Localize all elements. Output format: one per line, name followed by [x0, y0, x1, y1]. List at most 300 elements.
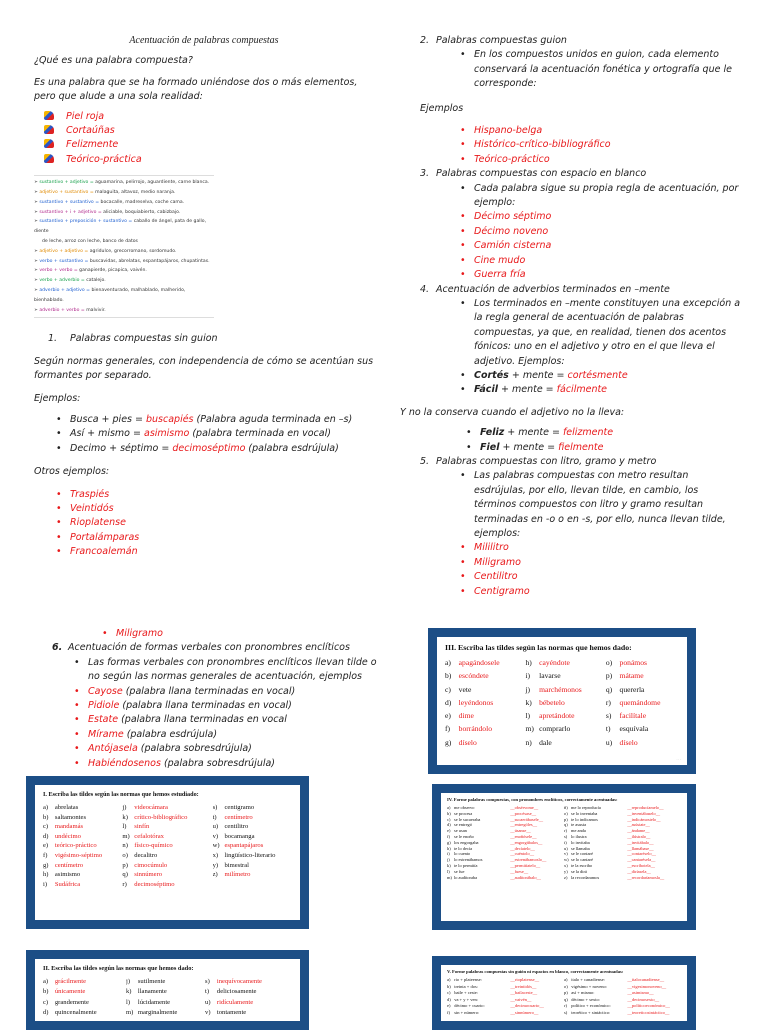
worksheet-item [564, 822, 681, 827]
item-answer: __bailaceste__ [510, 990, 538, 996]
item-letter: g) [445, 737, 452, 747]
item-word: videocámara [134, 804, 168, 811]
worksheet-item [205, 1009, 292, 1016]
worksheet-item [122, 814, 212, 821]
section-4-bullets [460, 297, 742, 369]
item-answer: __políticoeconómico__ [627, 1003, 670, 1009]
worksheet-item [525, 658, 605, 667]
item-letter: k) [525, 697, 532, 707]
worksheet-item [606, 724, 679, 733]
item-word: comprarlo [539, 724, 571, 734]
example-note: (palabra llana terminadas en vocal) [122, 685, 296, 697]
item-word: deliciosamente [216, 988, 257, 996]
section-1-number: 1. [48, 333, 58, 345]
section-5-example: • Centigramo [460, 585, 742, 599]
worksheet-item [43, 862, 122, 869]
item-word: apagándosele [458, 658, 500, 667]
item-answer: __úsanse__ [510, 828, 531, 834]
item-phrase: me observo [454, 805, 475, 810]
intro-example-text: Felizmente [66, 139, 119, 151]
worksheet-item [564, 1010, 681, 1015]
worksheet-item [122, 871, 212, 878]
example-adjective: Cortés [474, 369, 509, 381]
item-answer: __auditorábalo__ [510, 874, 541, 880]
section-6-example [74, 713, 382, 727]
item-word: abrelatas [54, 804, 79, 811]
item-letter: r) [564, 1003, 567, 1009]
worksheet-item [525, 711, 605, 720]
worksheet-item [445, 711, 525, 720]
item-letter: j) [122, 804, 127, 811]
compound-type-formula: adjetivo + sustantivo = [39, 190, 96, 196]
compound-types-graphic [34, 175, 214, 318]
item-letter: n) [122, 842, 128, 850]
worksheet-card-IV [432, 784, 696, 930]
worksheet-item [213, 823, 292, 830]
section-3-heading [402, 167, 742, 181]
item-letter: r) [564, 828, 567, 834]
arrow-icon: ➢ [34, 209, 40, 215]
item-answer: __contaréselo__ [627, 851, 656, 857]
example-word: fielmente [558, 441, 604, 453]
worksheet-card-I [26, 776, 309, 929]
item-word: undécimo [54, 832, 81, 840]
compound-type-row [34, 306, 214, 316]
arrow-icon: ➢ [34, 307, 40, 313]
section-6-text: • Las formas verbales con pronombres enclíticos llevan tilde o no según las normas generales de acentuación, ejemplos [74, 656, 382, 685]
example-note: (palabra sobresdrújula) [137, 743, 252, 755]
section-2-text: • En los compuestos unidos en guion, cada elemento conservará la acentuación fonética y ortografía que le corresponde: [460, 48, 742, 91]
compound-type-formula: adverbio + adjetivo = [39, 288, 92, 294]
item-answer: __sucaerábasele__ [510, 816, 544, 822]
item-answer: __escríbotela__ [627, 862, 655, 868]
compound-type-examples: agridulce, grecorromano, sordomudo. [89, 248, 177, 254]
example-formula: Decimo + séptimo = [70, 442, 173, 454]
item-phrase: décimo + cuarto: [454, 1003, 485, 1009]
section-2-heading [402, 34, 742, 48]
section-3-example: • Guerra fría [460, 268, 742, 282]
arrow-icon: ➢ [34, 288, 40, 294]
item-answer: __decimocuarto__ [510, 1003, 544, 1009]
item-letter: t) [212, 813, 217, 821]
section-2-example: • Histórico-crítico-bibliográfico [460, 138, 742, 152]
item-letter: b) [43, 988, 49, 996]
item-letter: p) [122, 861, 128, 869]
example-word: Pidiole [88, 700, 120, 712]
item-phrase: me lo reproducía [571, 805, 601, 810]
item-word: quincenalmente [54, 1008, 97, 1016]
worksheet-item [447, 817, 564, 822]
compound-type-examples: aguamarina, pelirrojo, aguardiente, carne blanca. [95, 180, 210, 186]
item-letter: f) [447, 833, 450, 839]
worksheet-item [447, 869, 564, 874]
ejemplos-label-2: Ejemplos [420, 102, 464, 114]
worksheet-item [213, 862, 292, 869]
worksheet-item [126, 978, 205, 985]
page-title: Acentuación de palabras compuestas [129, 35, 279, 46]
item-answer: __recordaríamosla__ [627, 874, 665, 880]
compound-type-formula: sustantivo + adjetivo = [39, 180, 96, 186]
item-word: sutilmente [137, 978, 166, 985]
worksheet-item [447, 997, 564, 1002]
item-word: cefalotórax [134, 832, 164, 840]
example-note: (palabra llana terminadas en vocal [118, 714, 287, 726]
section-3-example: • Décimo séptimo [460, 210, 742, 224]
worksheet-item [606, 698, 679, 707]
item-letter: u) [564, 845, 568, 851]
item-word: vete [458, 684, 472, 694]
arrow-icon: ➢ [34, 268, 40, 274]
section-3-number: 3. [420, 168, 430, 180]
compound-type-formula: sustantivo + i + adjetivo = [39, 209, 104, 215]
item-letter: m) [525, 724, 534, 734]
section-1-example [56, 427, 374, 441]
example-word: Habiéndosenos [88, 757, 161, 769]
page-1-left-column [34, 34, 374, 560]
worksheet-II-title: II. Escriba las tildes según las normas que hemos dado: [43, 965, 194, 972]
item-letter: l) [447, 868, 450, 874]
section-5-bullets [460, 469, 742, 541]
compound-type-row [34, 276, 214, 286]
section-5-examples [460, 541, 742, 599]
item-letter: m) [125, 1008, 134, 1016]
item-word: decimoséptimo [134, 880, 175, 888]
worksheet-item [606, 658, 679, 667]
item-phrase: se usan [454, 828, 467, 834]
worksheet-item [564, 1003, 681, 1008]
worksheet-item [447, 834, 564, 839]
item-word: lavarse [539, 671, 561, 681]
compound-type-examples: buscavidas, abrelatas, espantapájaros, chupatintas. [89, 258, 210, 264]
item-letter: k) [125, 988, 132, 996]
item-word: marginalmente [137, 1008, 178, 1016]
example-word: Estate [88, 714, 119, 726]
section-2-number: 2. [420, 35, 430, 46]
item-answer: __vaivén__ [510, 996, 532, 1002]
item-letter: w) [564, 857, 569, 863]
item-letter: t) [605, 724, 611, 734]
worksheet-item [564, 846, 681, 851]
section-6-title: Acentuación de formas verbales con pronombres enclíticos [68, 642, 350, 654]
definition-text: Es una palabra que se ha formado uniéndose dos o más elementos, pero que alude a una sola realidad: [34, 76, 358, 103]
item-phrase: te lo indicamos [571, 816, 598, 822]
worksheet-item [447, 1003, 564, 1008]
worksheet-item [445, 738, 525, 747]
section-5-number: 5. [420, 455, 430, 467]
section-5-heading [402, 455, 742, 469]
item-letter: o) [564, 983, 568, 989]
item-letter: g) [447, 839, 451, 845]
item-word: dime [458, 711, 474, 721]
section-6-heading [52, 641, 382, 655]
section-2-example: • Hispano-belga [460, 124, 742, 138]
worksheet-item [43, 881, 122, 888]
item-letter: c) [445, 684, 451, 694]
item-word: lúcidamente [137, 998, 171, 1006]
worksheet-item [564, 811, 681, 816]
item-word: únicamente [54, 988, 86, 996]
example-adjective: Fiel [480, 441, 500, 453]
compound-type-formula: adverbio + verbo = [39, 307, 87, 313]
worksheet-item [126, 999, 205, 1006]
arrow-icon: ➢ [34, 219, 40, 225]
worksheet-item [122, 833, 212, 840]
intro-example-item [44, 110, 374, 124]
item-letter: f) [447, 1009, 450, 1015]
compound-type-examples: de leche, arroz con leche, banco de datos [42, 239, 138, 245]
compound-type-row [34, 198, 214, 208]
compound-type-examples: malaguita, altavoz, medio naranja. [95, 190, 176, 196]
section-2-example: • Teórico-práctico [460, 153, 742, 167]
item-letter: s) [205, 978, 210, 985]
example-formula: + mente = [508, 369, 568, 381]
item-letter: u) [605, 737, 613, 747]
item-word: ridículamente [216, 998, 254, 1006]
item-letter: o) [605, 658, 613, 667]
item-letter: l) [122, 823, 127, 831]
section-4-note: Y no la conserva cuando el adjetivo no la lleva: [400, 406, 625, 418]
item-letter: e) [43, 842, 49, 850]
worksheet-item [525, 738, 605, 747]
item-letter: q) [122, 871, 128, 879]
worksheet-item [564, 840, 681, 845]
example-formula: + mente = [499, 441, 559, 453]
intro-examples-list [44, 110, 374, 168]
item-phrase: los engorgaba [454, 839, 479, 845]
worksheet-card-V [432, 956, 696, 1030]
worksheet-IV-grid [447, 805, 681, 880]
item-letter: p) [564, 990, 568, 996]
example-note: (Palabra aguda terminada en –s) [193, 414, 353, 426]
item-phrase: lo invitaba [571, 839, 590, 845]
example-note: (palabra terminada en vocal) [189, 428, 331, 440]
worksheet-II-grid [43, 978, 292, 1016]
item-phrase: la recordaramos [571, 874, 600, 880]
item-word: centímetro [54, 861, 84, 869]
item-phrase: así + mismo: [571, 990, 595, 996]
worksheet-item [213, 833, 292, 840]
item-letter: i) [525, 671, 531, 681]
item-answer: __diríasela__ [627, 868, 651, 874]
example-word: felizmente [562, 427, 614, 439]
section-2-title: Palabras compuestas guion [436, 35, 567, 46]
item-answer: __italocanadiense__ [627, 977, 665, 982]
item-letter: q) [564, 996, 568, 1002]
item-letter: d) [445, 697, 452, 707]
item-word: físico-químico [134, 842, 173, 850]
arrow-icon: ➢ [34, 278, 40, 284]
section-4-heading [402, 283, 742, 297]
section-1-title: Palabras compuestas sin guion [70, 333, 218, 345]
item-letter: h) [447, 845, 451, 851]
item-word: cayéndote [539, 658, 570, 667]
otros-example-item: • Rioplatense [56, 516, 374, 530]
otros-ejemplos-label: Otros ejemplos: [34, 466, 110, 478]
worksheet-IV-title: IV. Forme palabras compuestas, con pronombres enclíticos, correctamente acentuadas: [447, 797, 618, 802]
section-6-example [74, 742, 382, 756]
section-4-title: Acentuación de adverbios terminados en –mente [436, 283, 670, 295]
worksheet-item [447, 984, 564, 989]
item-answer: __cantarésela__ [627, 857, 656, 863]
compound-type-examples: malvivir. [86, 307, 106, 313]
item-phrase: lo auditoraba [454, 874, 478, 880]
section-4-number: 4. [420, 283, 430, 295]
item-answer: __vigesimonoveno__ [627, 983, 667, 989]
example-adjective: Feliz [480, 427, 505, 439]
item-word: tontamente [216, 1008, 247, 1016]
example-formula: + mente = [504, 427, 563, 439]
worksheet-III-grid [445, 658, 679, 747]
mente-example [460, 383, 742, 397]
otros-example-item: • Francoalemán [56, 545, 374, 559]
item-word: crítico-bibliográfico [134, 813, 188, 821]
worksheet-item [43, 1009, 126, 1016]
item-letter: d) [447, 996, 451, 1002]
item-word: mandamás [54, 823, 84, 831]
item-word: bimestral [224, 861, 250, 869]
worksheet-card-III [428, 628, 696, 774]
item-word: bocamanga [224, 832, 255, 840]
example-word: asimismo [144, 428, 190, 440]
item-word: facilítale [619, 711, 647, 721]
section-3-example: • Cine mudo [460, 254, 742, 268]
worksheet-item [447, 863, 564, 868]
worksheet-item [43, 842, 122, 849]
worksheet-item [122, 804, 212, 811]
item-letter: t) [205, 988, 210, 996]
worksheet-item [43, 833, 122, 840]
worksheet-item [447, 990, 564, 995]
item-word: apretándote [539, 711, 575, 721]
worksheet-item [445, 698, 525, 707]
worksheet-item [447, 840, 564, 845]
pointing-hand-icon [44, 111, 54, 120]
worksheet-item [564, 817, 681, 822]
item-letter: d) [43, 832, 49, 840]
worksheet-item [447, 851, 564, 856]
worksheet-item [606, 671, 679, 680]
example-note: (palabra esdrújula) [245, 442, 339, 454]
item-letter: n) [525, 737, 532, 747]
section-5-example: • Centilitro [460, 570, 742, 584]
intro-example-text: Cortaúñas [66, 125, 115, 137]
worksheet-item [43, 804, 122, 811]
section-5-text: • Las palabras compuestas con metro resultan esdrújulas, por ello, llevan tilde, en cambio, los términos compuestos con litro y gramo resultan terminadas en -o o en -s, por ello, nunca llevan tilde, ejemplos: [460, 469, 742, 541]
worksheet-item [564, 863, 681, 868]
worksheet-item [213, 881, 292, 888]
item-answer: __decimosexto__ [627, 996, 660, 1002]
worksheet-item [525, 698, 605, 707]
compound-type-formula: adjetivo + adjetivo = [39, 248, 90, 254]
item-letter: l) [525, 711, 531, 721]
compound-type-examples: catalejo. [86, 278, 106, 284]
item-word: grandemente [54, 998, 89, 1006]
compound-type-row [34, 286, 214, 306]
item-letter: r) [605, 697, 611, 707]
item-answer: __reproducíamelo__ [627, 805, 664, 810]
compound-type-row [34, 237, 214, 247]
item-letter: a) [43, 804, 49, 811]
worksheet-item [564, 977, 681, 982]
worksheet-item [564, 875, 681, 880]
item-letter: f) [445, 724, 451, 734]
worksheet-item [205, 999, 292, 1006]
example-note: (palabra llana terminadas en vocal) [119, 700, 292, 712]
item-letter: z) [212, 871, 218, 879]
item-word: Sudáfrica [54, 880, 81, 888]
item-letter: b) [447, 983, 451, 989]
item-phrase: se lo cantaré [571, 857, 593, 863]
item-word: teórico-práctico [54, 842, 97, 850]
item-letter: y) [564, 868, 568, 874]
worksheet-item [213, 814, 292, 821]
section-3-example: • Camión cisterna [460, 239, 742, 253]
worksheet-item [43, 999, 126, 1006]
item-letter: i) [447, 851, 450, 857]
item-phrase: vigésimo + noveno: [571, 983, 607, 989]
pointing-hand-icon [44, 139, 54, 148]
worksheet-item [122, 862, 212, 869]
item-phrase: se entregó [454, 822, 472, 828]
worksheet-item [126, 988, 205, 995]
example-note: (palabra sobresdrújula) [160, 757, 276, 769]
item-answer: __ilústralo__ [627, 833, 651, 839]
item-letter: o) [564, 810, 568, 816]
item-word: milímetro [224, 871, 251, 879]
item-letter: b) [43, 813, 49, 821]
item-word: bébetelo [539, 697, 565, 707]
item-word: esquívala [619, 724, 649, 734]
worksheet-item [564, 857, 681, 862]
carry-over-item: • Miligramo [102, 627, 382, 641]
item-letter: s) [605, 711, 612, 721]
item-answer: __teoreticosintáctico__ [627, 1009, 670, 1015]
section-3-title: Palabras compuestas con espacio en blanco [436, 168, 647, 180]
intro-example-item [44, 138, 374, 152]
intro-example-item [44, 124, 374, 138]
item-word: díselo [458, 737, 477, 747]
item-letter: j) [125, 978, 131, 985]
item-letter: s) [564, 1009, 568, 1015]
compound-type-formula: verbo + sustantivo = [39, 258, 90, 264]
item-word: vigésimo-séptimo [54, 851, 103, 859]
item-letter: a) [43, 978, 49, 985]
item-word: ponámos [619, 658, 647, 667]
item-answer: __obsérvome__ [510, 805, 539, 810]
worksheet-item [606, 738, 679, 747]
worksheet-item [447, 846, 564, 851]
item-answer: __procésase__ [510, 810, 537, 816]
item-phrase: sin + número: [454, 1009, 480, 1015]
item-letter: e) [447, 1003, 451, 1009]
item-phrase: me anda [571, 828, 586, 834]
example-word: Cayose [88, 685, 123, 697]
worksheet-III-footnote: · · · [676, 758, 681, 762]
item-answer: __invitábalo__ [627, 839, 654, 845]
item-phrase: se llamaba [571, 845, 590, 851]
section-1-example [56, 442, 374, 456]
compound-type-formula: sustantivo + sustantivo = [39, 199, 101, 205]
section-4-examples [460, 369, 742, 398]
worksheet-item [564, 828, 681, 833]
item-letter: d) [43, 1008, 49, 1016]
item-letter: q) [605, 684, 613, 694]
intro-example-text: Piel roja [66, 110, 105, 122]
worksheet-item [43, 823, 122, 830]
worksheet-item [213, 842, 292, 849]
worksheet-item [43, 988, 126, 995]
worksheet-item [213, 804, 292, 811]
